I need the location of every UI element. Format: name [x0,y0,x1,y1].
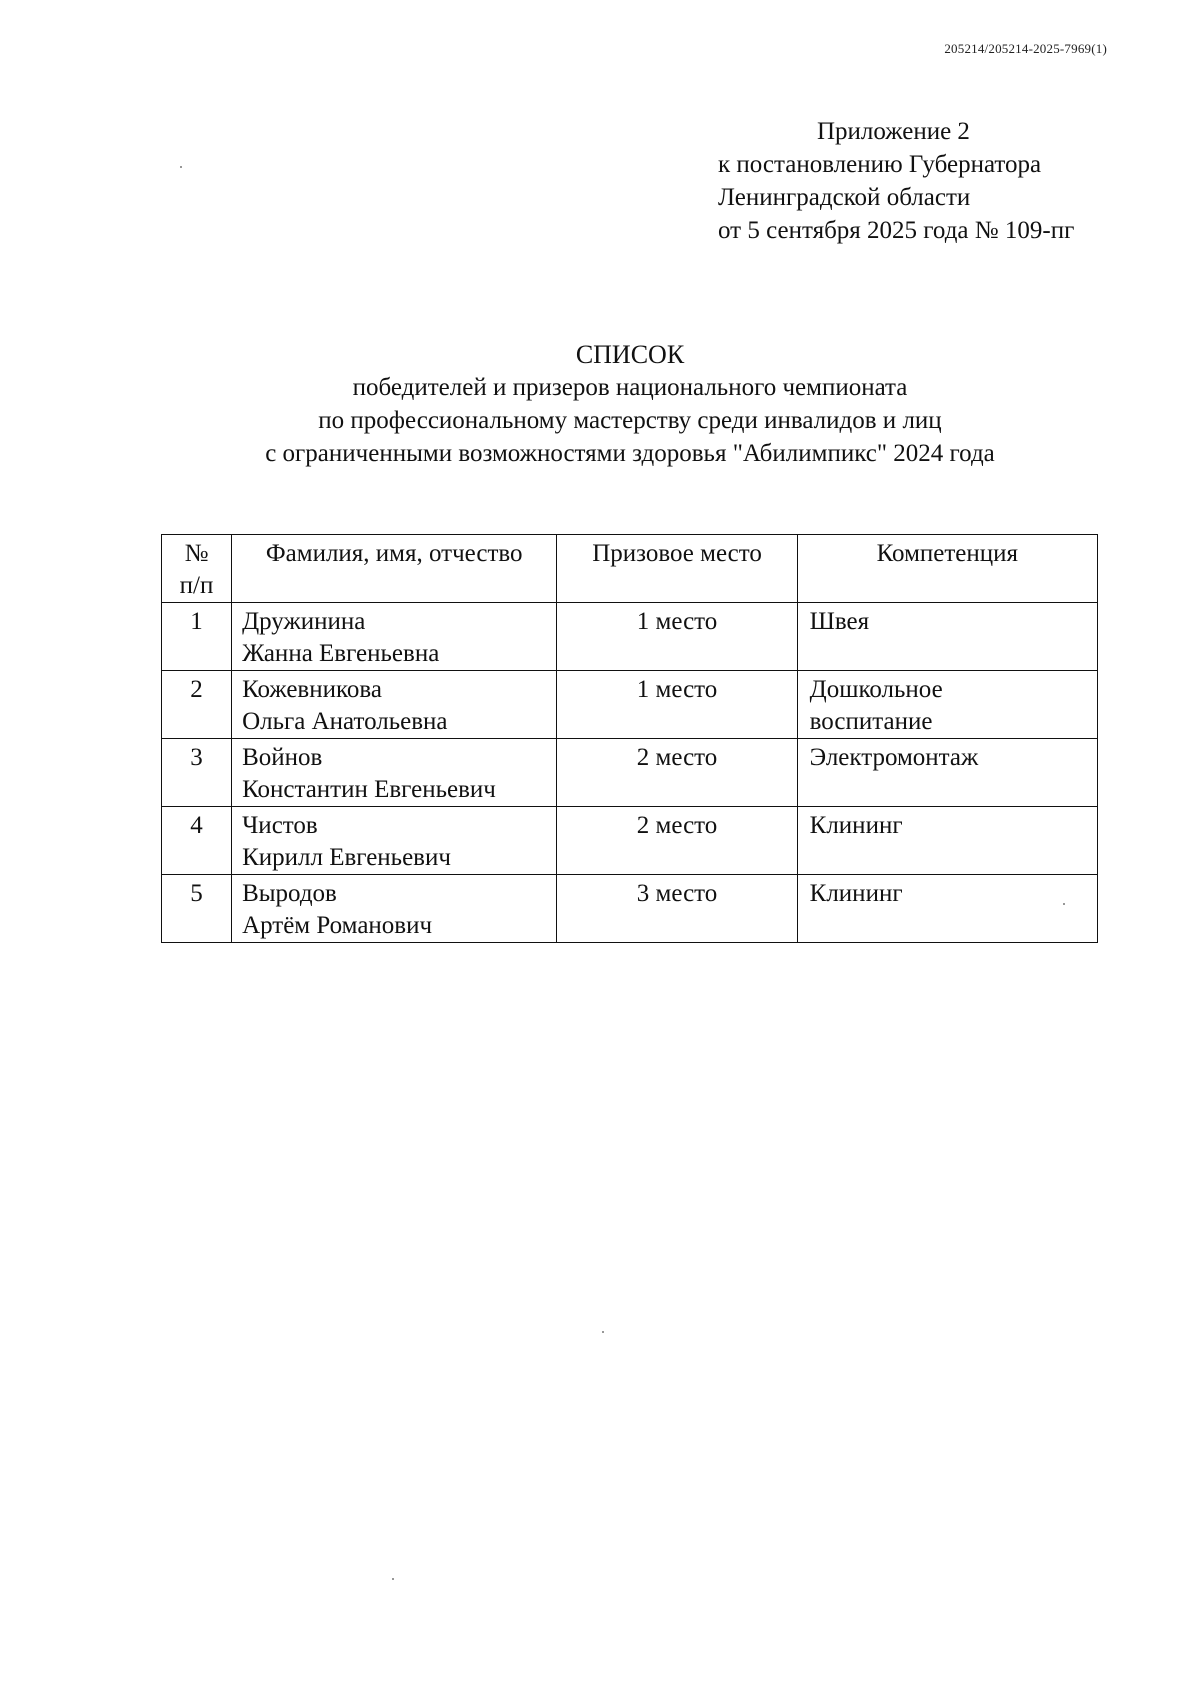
surname: Кожевникова [242,676,382,703]
appendix-region: Ленинградской области [718,184,971,211]
title-block [130,338,1130,470]
scan-speck [180,166,182,168]
cell-name [232,807,557,875]
header-number [162,535,232,603]
competence-line: Дошкольное [809,676,943,703]
scan-speck [602,1331,604,1333]
table-row [162,603,1098,671]
surname: Дружинина [242,608,366,635]
competence-line: воспитание [809,708,933,735]
cell-number: 2 [162,671,232,739]
subtitle-line: с ограниченными возможностями здоровья "Абилимпикс" 2024 года [265,440,995,467]
cell-name [232,739,557,807]
given-names: Ольга Анатольевна [242,708,448,735]
cell-number: 1 [162,603,232,671]
cell-place: 2 место [557,739,797,807]
winners-table [161,534,1098,943]
cell-place: 3 место [557,875,797,943]
cell-place: 1 место [557,671,797,739]
given-names: Жанна Евгеньевна [242,640,440,667]
header-competence: Компетенция [797,535,1097,603]
given-names: Артём Романович [242,912,433,939]
scan-speck [1063,903,1065,905]
subtitle-line: победителей и призеров национального чемпионата [352,374,908,401]
cell-name [232,875,557,943]
cell-place: 2 место [557,807,797,875]
table-row [162,875,1098,943]
cell-name [232,671,557,739]
cell-competence [797,603,1097,671]
table-header-row [162,535,1098,603]
header-number-sign: № [184,540,209,567]
document-title: СПИСОК [575,340,685,369]
scan-speck [392,1578,394,1580]
surname: Выродов [242,880,337,907]
cell-competence [797,671,1097,739]
competence-line: Клининг [809,812,903,839]
appendix-reference: к постановлению Губернатора [718,151,1042,178]
surname: Войнов [242,744,323,771]
cell-place: 1 место [557,603,797,671]
appendix-title: Приложение 2 [817,118,970,145]
header-name: Фамилия, имя, отчество [232,535,557,603]
table-row [162,671,1098,739]
cell-number: 4 [162,807,232,875]
document-id: 205214/205214-2025-7969(1) [944,41,1107,56]
competence-line: Электромонтаж [809,744,979,771]
surname: Чистов [242,812,318,839]
header-place: Призовое место [557,535,797,603]
subtitle-line: по профессиональному мастерству среди инвалидов и лиц [318,407,942,434]
given-names: Кирилл Евгеньевич [242,844,451,871]
table-row [162,739,1098,807]
cell-competence [797,739,1097,807]
cell-competence [797,875,1097,943]
given-names: Константин Евгеньевич [242,776,496,803]
appendix-block [718,115,1074,247]
competence-line: Клининг [809,880,903,907]
header-number-abbr: п/п [179,572,214,599]
cell-number: 3 [162,739,232,807]
competence-line: Швея [809,608,870,635]
cell-name [232,603,557,671]
cell-number: 5 [162,875,232,943]
cell-competence [797,807,1097,875]
appendix-date: от 5 сентября 2025 года № 109-пг [718,217,1075,244]
table-row [162,807,1098,875]
